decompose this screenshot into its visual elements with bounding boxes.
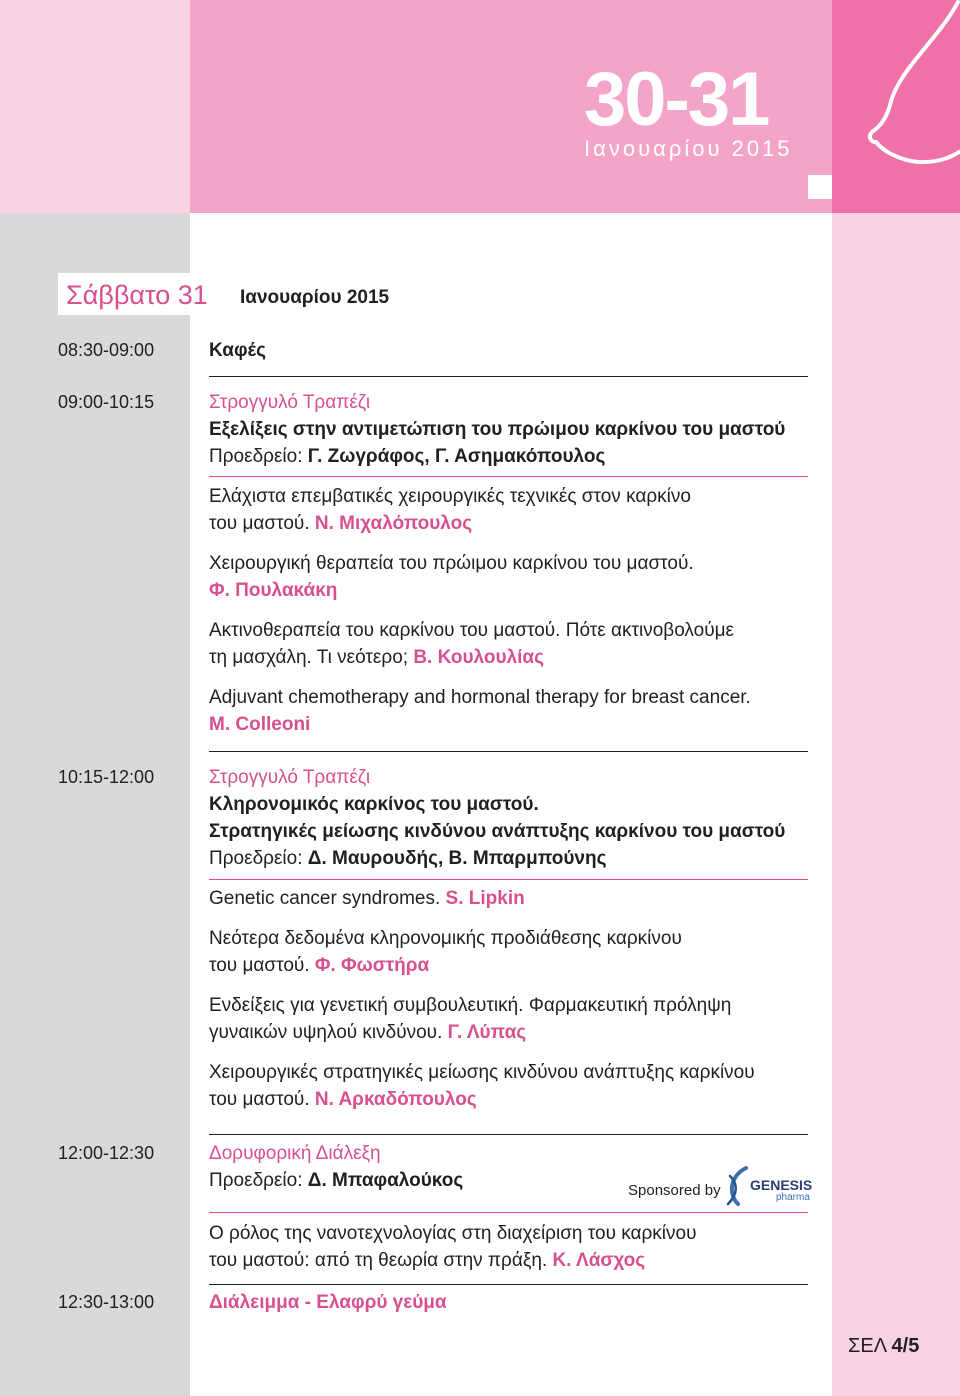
talk: Χειρουργική θεραπεία του πρώιμου καρκίνου του μαστού. Φ. Πουλακάκη [209,553,694,601]
divider [209,879,808,880]
divider [209,1134,808,1135]
slot-time: 12:30-13:00 [58,1292,155,1312]
sponsor-label: Sponsored by [628,1182,721,1199]
divider [209,376,808,377]
session-chairs: Προεδρείο: Γ. Ζωγράφος, Γ. Ασημακόπουλος [209,446,606,467]
divider [209,476,808,477]
header-month-year: Ιανουαρίου 2015 [584,136,793,161]
talk: Νεότερα δεδομένα κληρονομικής προδιάθεσης καρκίνου του μαστού. Φ. Φωστήρα [209,928,682,976]
page-number: ΣΕΛ 4/5 [848,1335,920,1357]
session-type: Δορυφορική Διάλεξη [209,1143,381,1164]
day-month-year: Ιανουαρίου 2015 [240,287,390,308]
header-dates: 30-31 [584,57,769,142]
sponsor-name: GENESIS [750,1177,813,1193]
slot-time: 10:15-12:00 [58,767,155,787]
session-title: Εξελίξεις στην αντιμετώπιση του πρώιμου καρκίνου του μαστού [209,419,786,440]
session-chairs: Προεδρείο: Δ. Μπαφαλούκος [209,1170,464,1191]
header-left-panel [0,0,190,213]
talk: Ενδείξεις για γενετική συμβουλευτική. Φαρμακευτική πρόληψη γυναικών υψηλού κινδύνου. Γ. Λύπας [209,995,732,1043]
talk: Genetic cancer syndromes. S. Lipkin [209,888,525,909]
talk: Ο ρόλος της νανοτεχνολογίας στη διαχείριση του καρκίνου του μαστού: από τη θεωρία στην πράξη. Κ. Λάσχος [209,1223,697,1271]
slot-time: 12:00-12:30 [58,1143,155,1163]
sponsor-sub: pharma [776,1192,810,1203]
slot-title: Καφές [209,340,267,361]
time-column-background [0,213,190,1396]
slot-title: Διάλειμμα - Ελαφρύ γεύμα [209,1292,447,1313]
session-type: Στρογγυλό Τραπέζι [209,392,371,413]
slot-time: 09:00-10:15 [58,392,155,412]
slot-time: 08:30-09:00 [58,340,155,360]
right-margin-background [832,213,960,1396]
session-chairs: Προεδρείο: Δ. Μαυρουδής, Β. Μπαρμπούνης [209,848,607,869]
header-notch [808,175,832,199]
session-title: Στρατηγικές μείωσης κινδύνου ανάπτυξης καρκίνου του μαστού [209,821,786,842]
session-title: Κληρονομικός καρκίνος του μαστού. [209,794,539,815]
talk: Adjuvant chemotherapy and hormonal therapy for breast cancer. M. Colleoni [209,687,751,735]
divider [209,1284,808,1285]
breast-outline-icon [838,0,960,200]
day-heading: Σάββατο 31 [66,280,208,310]
divider [209,1212,808,1213]
talk: Χειρουργικές στρατηγικές μείωσης κινδύνου ανάπτυξης καρκίνου του μαστού. Ν. Αρκαδόπουλος [209,1062,755,1110]
session-type: Στρογγυλό Τραπέζι [209,767,371,788]
divider [209,751,808,752]
talk: Ακτινοθεραπεία του καρκίνου του μαστού. Πότε ακτινοβολούμε τη μασχάλη. Τι νεότερο; Β. Κουλουλίας [209,620,735,668]
genesis-swoosh-icon [724,1166,750,1206]
talk: Ελάχιστα επεμβατικές χειρουργικές τεχνικές στον καρκίνο του μαστού. Ν. Μιχαλόπουλος [209,486,691,534]
